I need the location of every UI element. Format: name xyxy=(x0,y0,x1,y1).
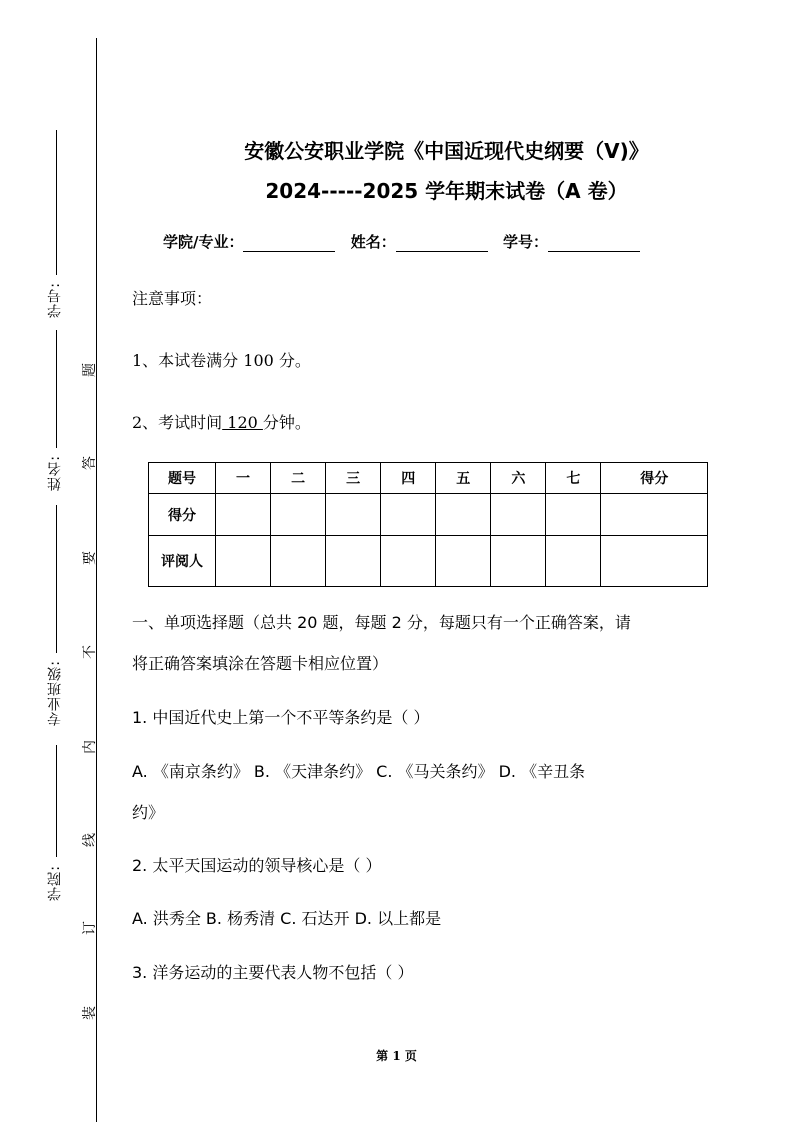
class-blank xyxy=(56,505,57,653)
table-header-cell: 五 xyxy=(436,463,491,494)
score-table-header-row xyxy=(149,463,708,494)
reviewer-cell[interactable] xyxy=(271,536,326,587)
reviewer-cell[interactable] xyxy=(436,536,491,587)
seal-char: 不 xyxy=(82,645,98,659)
table-header-cell: 题号 xyxy=(149,463,216,494)
seal-char: 内 xyxy=(82,740,98,754)
question-1-options: A. 《南京条约》 B. 《天津条约》 C. 《马关条约》 D. 《辛丑条 xyxy=(132,762,586,781)
table-header-cell: 四 xyxy=(381,463,436,494)
binding-name-label: 姓名: xyxy=(47,455,63,491)
seal-char: 装 xyxy=(82,1006,98,1020)
score-cell[interactable] xyxy=(601,494,708,536)
table-header-cell: 七 xyxy=(546,463,601,494)
exam-duration: 120 xyxy=(222,413,263,432)
table-row-label: 评阅人 xyxy=(149,536,216,587)
question-3-stem: 3. 洋务运动的主要代表人物不包括（ ） xyxy=(132,963,414,982)
score-cell[interactable] xyxy=(381,494,436,536)
page-number: 第 1 页 xyxy=(376,1049,417,1063)
college-major-label: 学院/专业： xyxy=(163,233,244,251)
table-header-cell: 一 xyxy=(216,463,271,494)
reviewer-cell[interactable] xyxy=(546,536,601,587)
seal-char: 线 xyxy=(82,833,98,847)
reviewer-cell[interactable] xyxy=(326,536,381,587)
section1-title-line2: 将正确答案填涂在答题卡相应位置） xyxy=(132,654,389,673)
score-cell[interactable] xyxy=(271,494,326,536)
notes-heading: 注意事项： xyxy=(132,289,213,308)
table-header-cell: 得分 xyxy=(601,463,708,494)
seal-char: 要 xyxy=(82,551,98,565)
score-cell[interactable] xyxy=(326,494,381,536)
binding-college-label: 学院: xyxy=(47,865,63,901)
score-cell[interactable] xyxy=(546,494,601,536)
note-item-2 xyxy=(132,410,311,433)
question-1-options-cont: 约》 xyxy=(132,803,165,822)
table-header-cell: 三 xyxy=(326,463,381,494)
score-table xyxy=(148,462,708,587)
question-1-stem: 1. 中国近代史上第一个不平等条约是（ ） xyxy=(132,708,430,727)
name-blank xyxy=(56,330,57,448)
binding-student-id-label: 学号: xyxy=(47,282,63,318)
college-blank xyxy=(56,745,57,857)
table-header-cell: 六 xyxy=(491,463,546,494)
reviewer-cell[interactable] xyxy=(601,536,708,587)
exam-title-line2: 2024-----2025 学年期末试卷（A 卷） xyxy=(265,179,628,203)
name-field[interactable] xyxy=(396,237,488,252)
note-item-2-suffix: 分钟。 xyxy=(262,413,311,432)
question-2-stem: 2. 太平天国运动的领导核心是（ ） xyxy=(132,856,382,875)
section1-title-line1: 一、单项选择题（总共 20 题，每题 2 分，每题只有一个正确答案，请 xyxy=(132,613,631,632)
reviewer-row xyxy=(149,536,708,587)
question-2-options: A. 洪秀全 B. 杨秀清 C. 石达开 D. 以上都是 xyxy=(132,909,442,928)
table-header-cell: 二 xyxy=(271,463,326,494)
student-id-blank xyxy=(56,130,57,275)
score-cell[interactable] xyxy=(491,494,546,536)
student-id-label: 学号： xyxy=(502,233,548,251)
note-item-2-prefix: 2、考试时间 xyxy=(132,413,223,432)
reviewer-cell[interactable] xyxy=(381,536,436,587)
reviewer-cell[interactable] xyxy=(491,536,546,587)
note-item-1: 1、本试卷满分 100 分。 xyxy=(132,351,311,370)
binding-class-label: 专业班级: xyxy=(47,660,63,726)
info-row xyxy=(163,231,650,252)
binding-line xyxy=(96,38,97,1122)
seal-char: 订 xyxy=(82,921,98,935)
score-row xyxy=(149,494,708,536)
seal-char: 题 xyxy=(82,363,98,377)
college-major-field[interactable] xyxy=(243,237,335,252)
score-cell[interactable] xyxy=(216,494,271,536)
exam-title-line1: 安徽公安职业学院《中国近现代史纲要（V)》 xyxy=(244,139,649,163)
student-id-field[interactable] xyxy=(548,237,640,252)
name-label: 姓名： xyxy=(350,233,396,251)
table-row-label: 得分 xyxy=(149,494,216,536)
score-cell[interactable] xyxy=(436,494,491,536)
reviewer-cell[interactable] xyxy=(216,536,271,587)
seal-char: 答 xyxy=(82,456,98,470)
